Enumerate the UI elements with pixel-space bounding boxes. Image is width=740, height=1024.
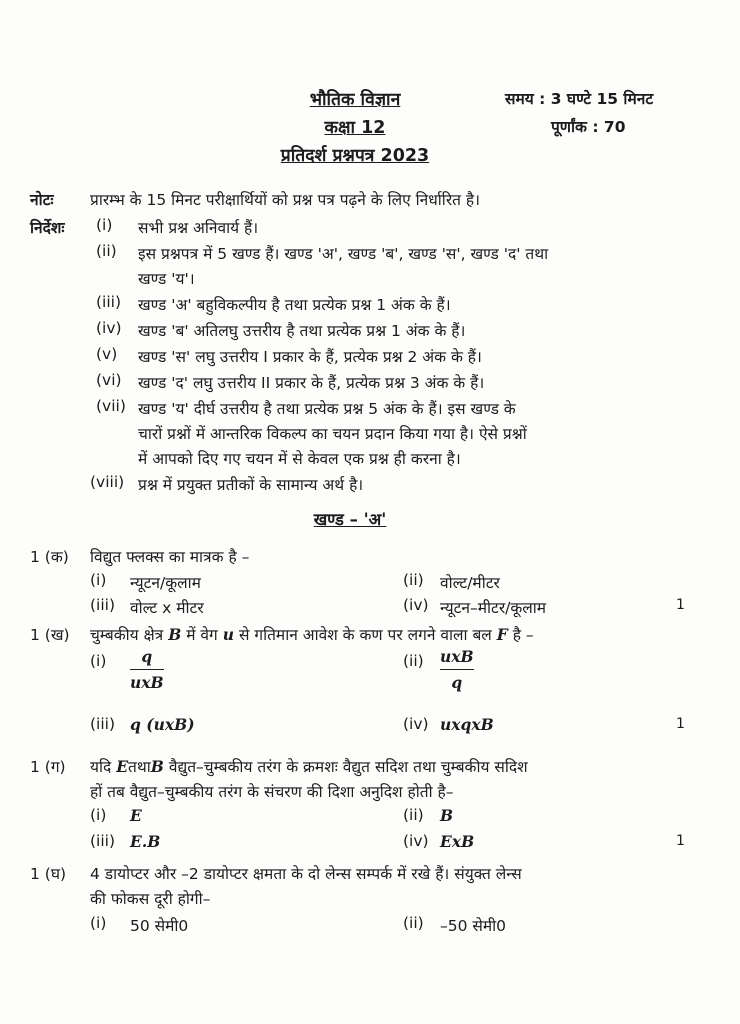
instruction-num: (viii) xyxy=(90,473,125,491)
option-num: (i) xyxy=(90,914,107,932)
section-title: खण्ड – 'अ' xyxy=(313,510,387,529)
instruction-text: खण्ड 'ब' अतिलघु उत्तरीय है तथा प्रत्येक प्रश्न 1 अंक के हैं। xyxy=(138,322,466,340)
option-num: (iii) xyxy=(90,596,116,614)
time-allowed: समय : 3 घण्टे 15 मिनट xyxy=(505,90,654,108)
instruction-text: चारों प्रश्नों में आन्तरिक विकल्प का चयन प्रदान किया गया है। ऐसे प्रश्नों xyxy=(138,425,527,443)
vector-e: E xyxy=(116,757,129,776)
question-text: विद्युत फ्लक्स का मात्रक है – xyxy=(90,548,250,566)
question-number: 1 (क) xyxy=(30,548,69,566)
question-number: 1 (घ) xyxy=(30,865,67,883)
vector-f: F xyxy=(496,625,508,644)
option-text: वोल्ट/मीटर xyxy=(440,574,500,592)
option-expression: uxqxB xyxy=(440,715,494,734)
question-text: 4 डायोप्टर और –2 डायोप्टर क्षमता के दो लेन्स सम्पर्क में रखे हैं। संयुक्त लेन्स xyxy=(90,865,522,883)
option-expression: B xyxy=(440,806,454,825)
option-num: (ii) xyxy=(403,652,424,670)
option-expression: q (uxB) xyxy=(130,715,195,734)
paper-title: प्रतिदर्श प्रश्नपत्र 2023 xyxy=(280,146,430,166)
class-title: कक्षा 12 xyxy=(324,118,386,138)
question-number: 1 (ग) xyxy=(30,758,66,776)
instruction-text: इस प्रश्नपत्र में 5 खण्ड हैं। खण्ड 'अ', खण्ड 'ब', खण्ड 'स', खण्ड 'द' तथा xyxy=(138,245,549,263)
instruction-text: खण्ड 'अ' बहुविकल्पीय है तथा प्रत्येक प्रश्न 1 अंक के हैं। xyxy=(138,296,451,314)
vector-b: B xyxy=(150,757,164,776)
instruction-num: (vi) xyxy=(96,371,122,389)
option-expression: ExB xyxy=(440,832,475,851)
option-text: न्यूटन–मीटर/कूलाम xyxy=(440,599,547,617)
marks: 1 xyxy=(676,597,685,613)
option-num: (ii) xyxy=(403,914,424,932)
instruction-text: खण्ड 'स' लघु उत्तरीय I प्रकार के हैं, प्रत्येक प्रश्न 2 अंक के हैं। xyxy=(138,348,482,366)
option-text: –50 सेमी0 xyxy=(440,917,507,935)
question-number: 1 (ख) xyxy=(30,626,70,644)
instruction-num: (i) xyxy=(96,216,113,234)
instruction-num: (iv) xyxy=(96,319,122,337)
fraction-q-over-uxb: q uxB xyxy=(130,647,164,692)
option-text: 50 सेमी0 xyxy=(130,917,189,935)
instruction-num: (vii) xyxy=(96,397,126,415)
instruction-num: (v) xyxy=(96,345,118,363)
instruction-num: (iii) xyxy=(96,293,122,311)
instruction-text: प्रश्न में प्रयुक्त प्रतीकों के सामान्य अर्थ है। xyxy=(138,476,364,494)
instruction-text: खण्ड 'य' दीर्घ उत्तरीय है तथा प्रत्येक प्रश्न 5 अंक के हैं। इस खण्ड के xyxy=(138,400,516,418)
option-num: (ii) xyxy=(403,806,424,824)
instruction-text: खण्ड 'य'। xyxy=(138,270,195,288)
question-text: चुम्बकीय क्षेत्र B में वेग u से गतिमान आवेश के कण पर लगने वाला बल F है – xyxy=(90,625,534,644)
option-num: (iv) xyxy=(403,715,429,733)
option-num: (ii) xyxy=(403,571,424,589)
option-num: (i) xyxy=(90,652,107,670)
option-num: (iii) xyxy=(90,715,116,733)
option-num: (iv) xyxy=(403,596,429,614)
option-num: (iv) xyxy=(403,832,429,850)
option-expression: E xyxy=(130,806,142,825)
marks: 1 xyxy=(676,833,685,849)
instruction-num: (ii) xyxy=(96,242,117,260)
max-marks: पूर्णांक : 70 xyxy=(551,118,626,136)
option-text: वोल्ट x मीटर xyxy=(130,599,204,617)
instruction-text: सभी प्रश्न अनिवार्य हैं। xyxy=(138,219,259,237)
note-label: नोटः xyxy=(30,191,54,209)
instructions-label: निर्देशः xyxy=(30,219,65,237)
marks: 1 xyxy=(676,716,685,732)
question-text: हों तब वैद्युत–चुम्बकीय तरंग के संचरण की दिशा अनुदिश होती है– xyxy=(90,783,454,801)
option-text: न्यूटन/कूलाम xyxy=(130,574,201,592)
subject-title: भौतिक विज्ञान xyxy=(309,90,401,110)
vector-b: B xyxy=(168,625,182,644)
instruction-text: खण्ड 'द' लघु उत्तरीय II प्रकार के हैं, प्रत्येक प्रश्न 3 अंक के हैं। xyxy=(138,374,485,392)
option-num: (i) xyxy=(90,571,107,589)
option-expression: E.B xyxy=(130,832,161,851)
note-text: प्रारम्भ के 15 मिनट परीक्षार्थियों को प्रश्न पत्र पढ़ने के लिए निर्धारित है। xyxy=(90,191,481,209)
question-text: यदि EतथाB वैद्युत–चुम्बकीय तरंग के क्रमशः वैद्युत सदिश तथा चुम्बकीय सदिश xyxy=(90,757,528,776)
option-num: (iii) xyxy=(90,832,116,850)
option-num: (i) xyxy=(90,806,107,824)
question-text: की फोकस दूरी होगी– xyxy=(90,890,211,908)
vector-u: u xyxy=(222,625,234,644)
fraction-uxb-over-q: uxB q xyxy=(440,647,474,692)
instruction-text: में आपको दिए गए चयन में से केवल एक प्रश्न ही करना है। xyxy=(138,450,461,468)
